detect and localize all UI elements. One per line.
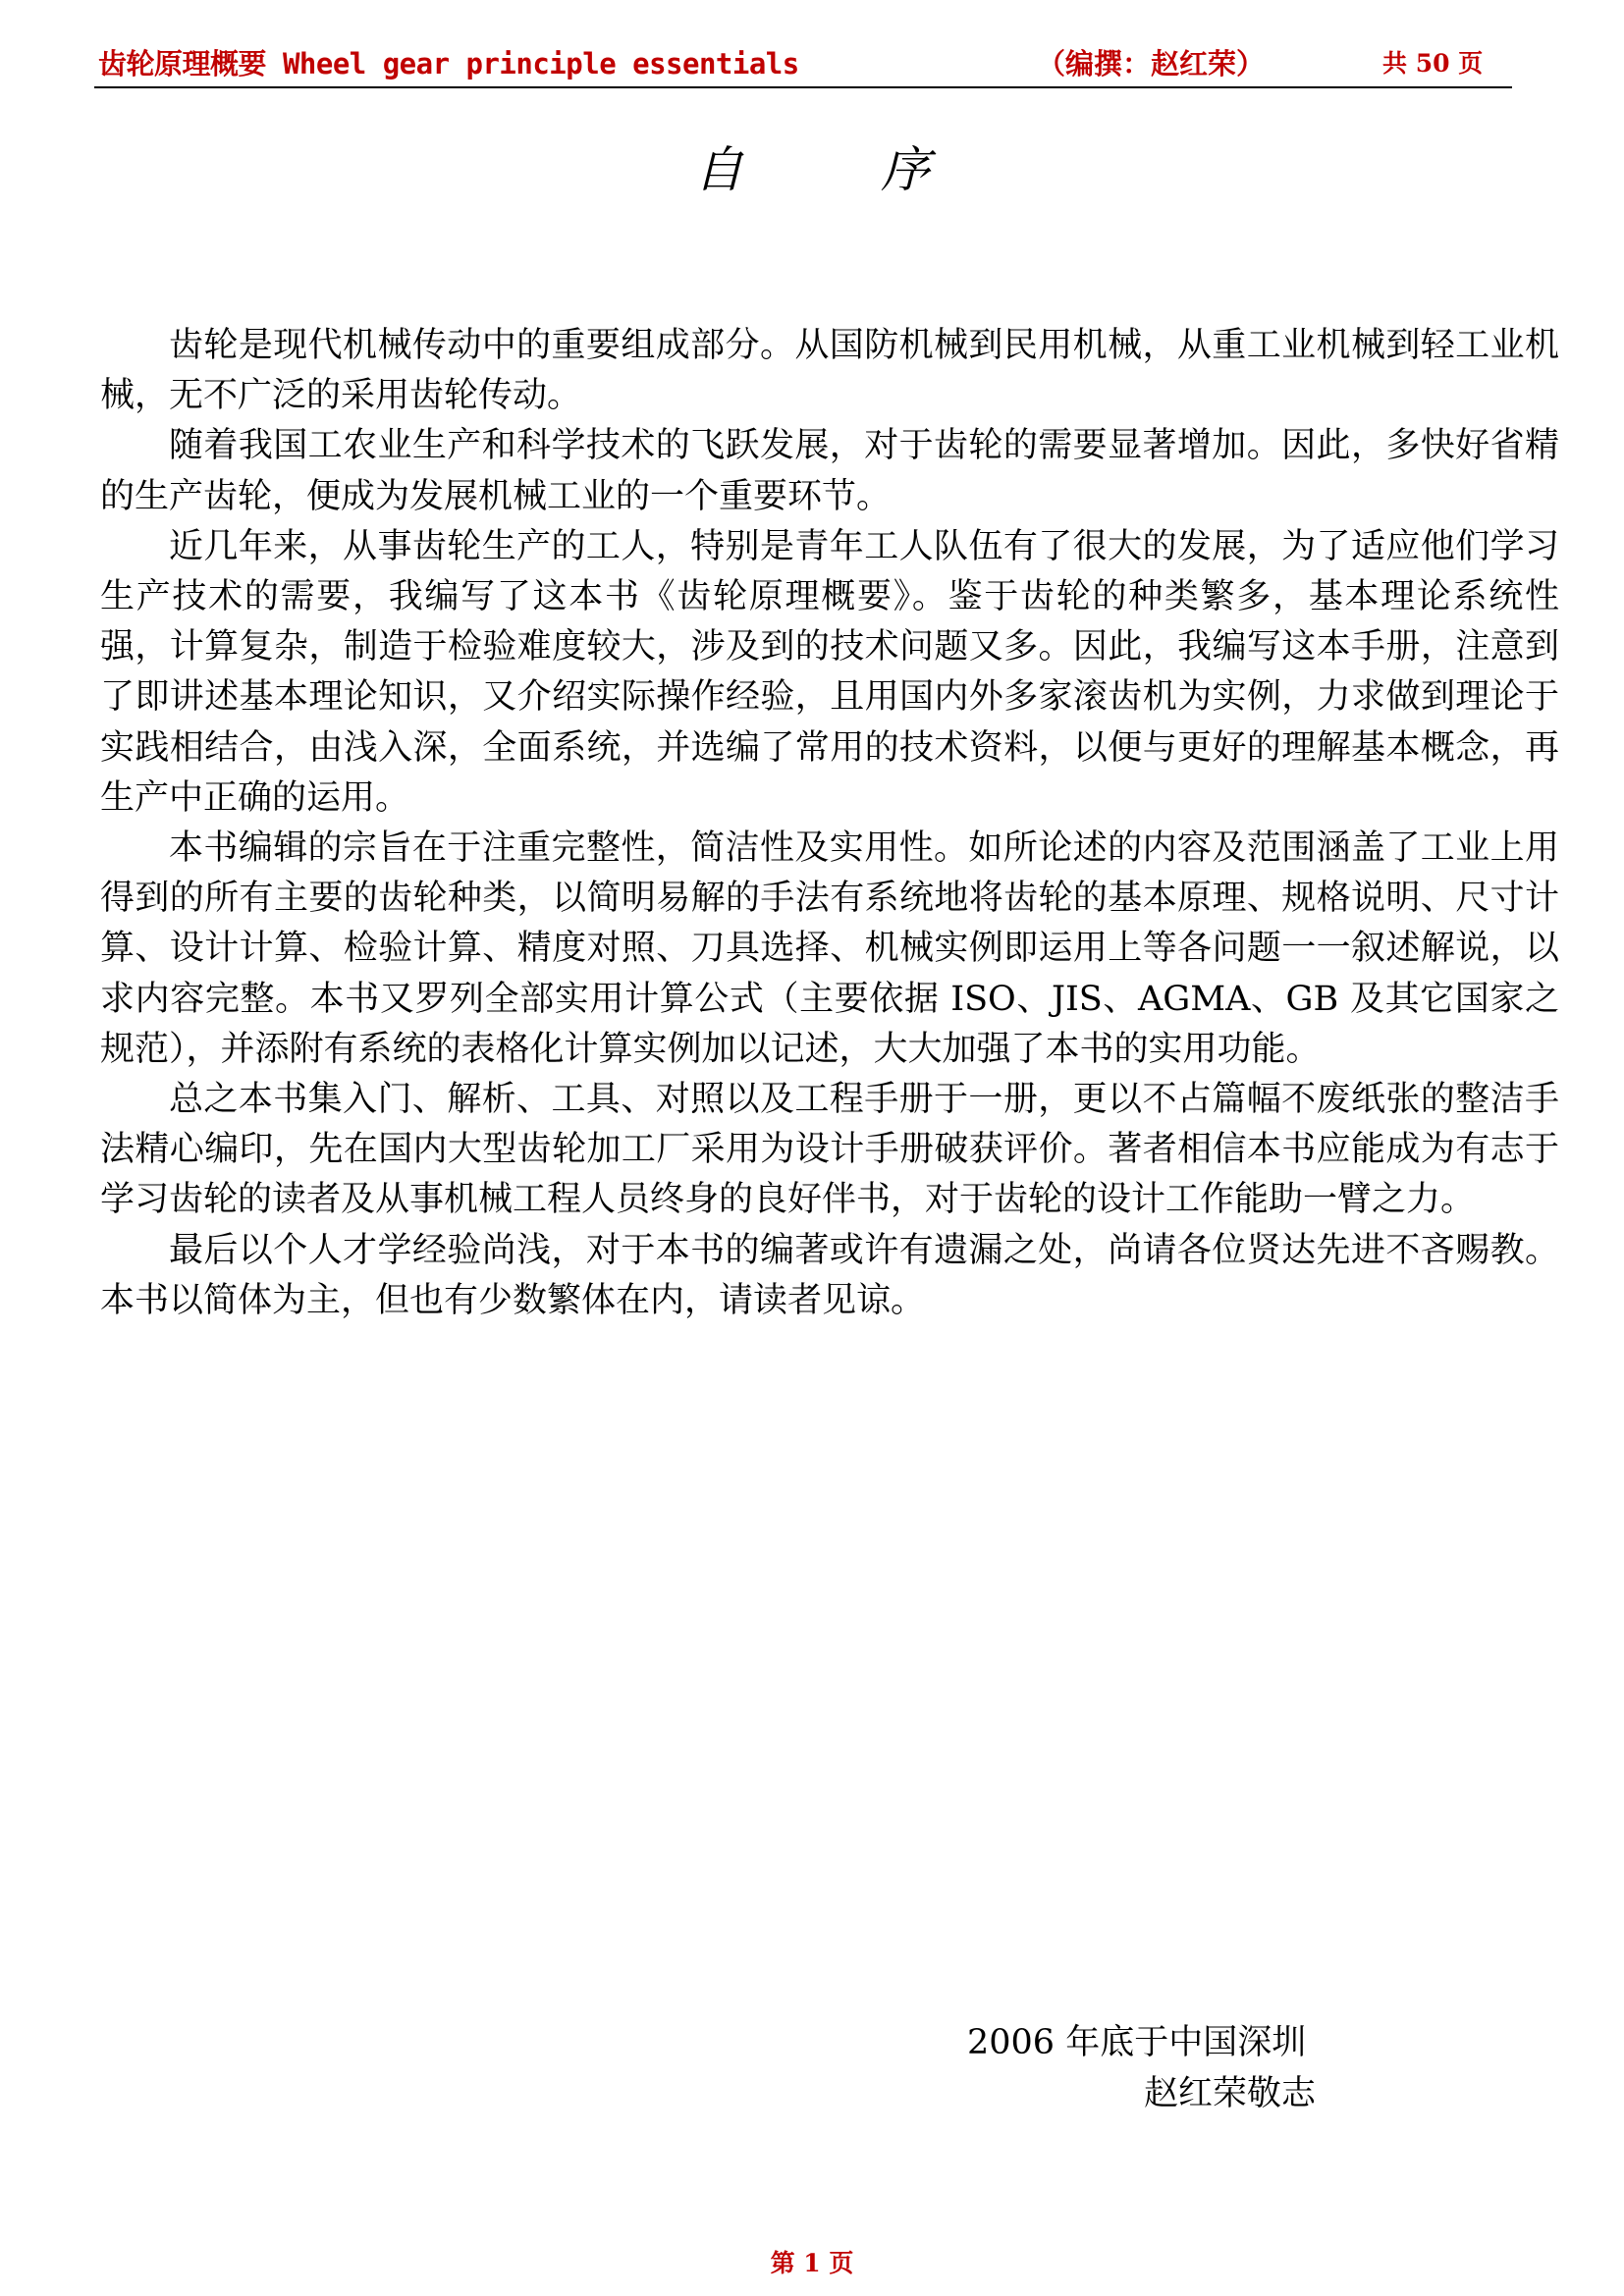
section-heading: 自序 [694,141,1067,198]
paragraph: 随着我国工农业生产和科学技术的飞跃发展，对于齿轮的需要显著增加。因此，多快好省精的生产齿轮，便成为发展机械工业的一个重要环节。 [100,426,1559,516]
paragraph: 最后以个人才学经验尚浅，对于本书的编著或许有遗漏之处，尚请各位贤达先进不吝赐教。本书以简体为主，但也有少数繁体在内，请读者见谅。 [100,1230,1559,1320]
paragraph: 总之本书集入门、解析、工具、对照以及工程手册于一册，更以不占篇幅不废纸张的整洁手法精心编印，先在国内大型齿轮加工厂采用为设计手册破获评价。著者相信本书应能成为有志于学习齿轮的读者及从事机械工程人员终身的良好伴书，对于齿轮的设计工作能助一臂之力。 [100,1080,1559,1220]
signature-author: 赵红荣敬志 [1144,2074,1317,2113]
page-header [94,45,1512,88]
editor-credit: （编撰：赵红荣） [1037,47,1266,80]
paragraph: 近几年来，从事齿轮生产的工人，特别是青年工人队伍有了很大的发展，为了适应他们学习生产技术的需要，我编写了这本书《齿轮原理概要》。鉴于齿轮的种类繁多，基本理论系统性强，计算复杂，制造于检验难度较大，涉及到的技术问题又多。因此，我编写这本手册，注意到了即讲述基本理论知识，又介绍实际操作经验，且用国内外多家滚齿机为实例，力求做到理论于实践相结合，由浅入深，全面系统，并选编了常用的技术资料，以便与更好的理解基本概念，再生产中正确的运用。 [100,526,1559,818]
book-title: 齿轮原理概要 Wheel gear principle essentials [98,47,799,80]
paragraph: 齿轮是现代机械传动中的重要组成部分。从国防机械到民用机械，从重工业机械到轻工业机械，无不广泛的采用齿轮传动。 [100,326,1559,416]
page-number: 第 1 页 [770,2249,854,2277]
signature-date-place: 2006 年底于中国深圳 [967,2023,1307,2062]
total-pages: 共 50 页 [1382,49,1484,78]
signature-block [967,2017,1316,2119]
paragraph: 本书编辑的宗旨在于注重完整性，简洁性及实用性。如所论述的内容及范围涵盖了工业上用得到的所有主要的齿轮种类，以简明易解的手法有系统地将齿轮的基本原理、规格说明、尺寸计算、设计计算、检验计算、精度对照、刀具选择、机械实例即运用上等各问题一一叙述解说，以求内容完整。本书又罗列全部实用计算公式（主要依据 ISO、JIS、AGMA、GB 及其它国家之规范），并添附有系统的表格化计算实例加以记述，大大加强了本书的实用功能。 [100,828,1559,1069]
preface-body [100,321,1559,1326]
